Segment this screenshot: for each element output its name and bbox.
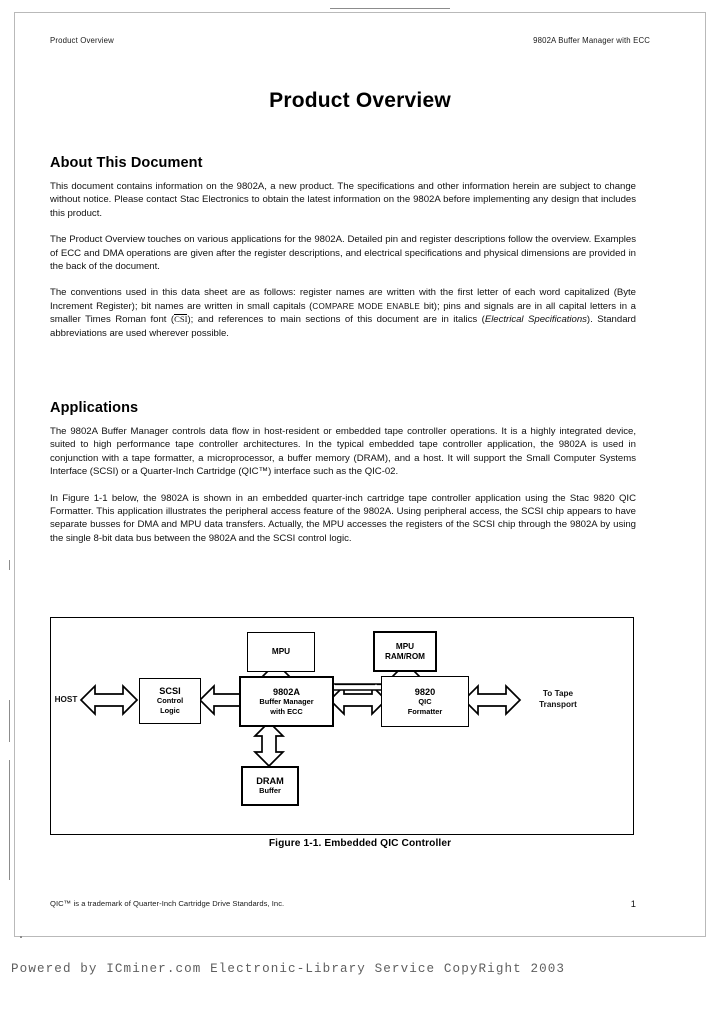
scan-artifact-top [330,8,450,9]
figure-caption: Figure 1-1. Embedded QIC Controller [268,838,452,849]
block-dram-label-2: Buffer [259,786,281,795]
block-9802a-label-2: Buffer Manager [259,696,314,706]
diagram-label-host: HOST [54,695,78,704]
block-mpu-ram-rom [373,631,437,672]
section-applications [50,400,636,545]
conventions-part-2: bit); pins and signals are in all capital letters in a smaller Times Roman font ( [50,300,637,326]
section-heading-about: About This Document [50,155,203,171]
block-9802a-buffer-manager [239,676,334,727]
conventions-part-3: ); and references to main sections of this document are in italics ( [187,314,485,326]
scan-artifact-left [9,760,10,880]
block-mpu-ram-rom-label-1: MPU [395,641,415,651]
watermark-text: Powered by ICminer.com Electronic-Library Service CopyRight 2003 [11,962,566,976]
block-9802a-label-3: with ECC [270,706,303,716]
scan-artifact-left [9,560,10,570]
paragraph-about-2: The Product Overview touches on various applications for the 9802A. Detailed pin and register descriptions follow the overview. Examples of ECC and DMA operations are given after the register descriptions, and electrical specifications and physical dimensions are provided in the back of the document. [50,234,636,273]
scan-artifact-left [9,700,10,742]
block-9820-qic-formatter [381,676,469,727]
page-number: 1 [630,898,636,909]
block-scsi-control-logic [139,678,201,724]
paragraph-applications-1: The 9802A Buffer Manager controls data flow in host-resident or embedded tape controller operations. It is a highly integrated device, suited to high performance tape controller architectures. In the typical embedded tape controller application, the 9802A is used in conjunction with a tape formatter, a microprocessor, a buffer memory (DRAM), and a host. It will support the Small Computer Systems Interface (SCSI) or a Quarter-Inch Cartridge (QIC™) interface such as the QIC-02. [50,426,636,478]
conventions-part-4: ). Standard abbreviations are used wherever possible. [50,314,636,339]
footnote-trademark: QIC™ is a trademark of Quarter-Inch Cartridge Drive Standards, Inc. [50,899,285,908]
overlined-signal-name: CSI [174,314,188,325]
running-head [50,36,650,45]
block-mpu-label: MPU [271,647,291,656]
block-scsi-label-1: SCSI [159,686,181,696]
block-9820-label-3: Formatter [407,706,443,716]
paragraph-about-1: This document contains information on the 9802A, a new product. The specifications and other information herein are subject to change without notice. Please contact Stac Electronics to obtain the latest information on the 9802A before implementing any design that includes this product. [50,181,636,219]
scan-artifact-bottom [20,936,22,938]
block-dram-label-1: DRAM [256,776,284,786]
figure-diagram [51,618,633,834]
block-dram-buffer [241,766,299,806]
running-head-left: Product Overview [50,36,114,45]
block-scsi-label-2: Control [156,696,184,705]
section-heading-applications: Applications [50,400,139,416]
running-head-right: 9802A Buffer Manager with ECC [533,36,650,45]
diagram-label-tape-transport-text: To Tape Transport [539,689,577,709]
block-scsi-label-3: Logic [160,706,180,715]
block-9802a-label-1: 9802A [272,686,301,697]
block-9820-label-2: QIC [418,696,432,706]
page-title: Product Overview [269,89,451,112]
paragraph-applications-2: In Figure 1-1 below, the 9802A is shown in an embedded quarter-inch cartridge tape controller application using the Stac 9820 QIC Formatter. This application illustrates the peripheral access feature of the 9802A. Using peripheral access, the SCSI chip appears to have separate busses for DMA and MPU data transfers. Actually, the MPU accesses the registers of the SCSI chip through the 9802A by using the single 8-bit data bus between the 9802A and the SCSI control logic. [50,492,636,544]
diagram-label-tape-transport [521,689,595,710]
section-about-this-document [50,155,636,340]
conventions-part-1: The conventions used in this data sheet are as follows: register names are written with the first letter of each word capitalized (Byte Increment Register); bit names are written in small capitals ( [50,287,636,312]
block-mpu [247,632,315,672]
figure-1-1 [50,617,634,835]
block-9820-label-1: 9820 [414,686,436,697]
paragraph-conventions [50,286,636,340]
diagram-connectors [51,618,632,833]
conventions-small-caps: COMPARE MODE ENABLE [312,301,421,311]
conventions-italic-reference: Electrical Specifications [484,314,587,326]
block-mpu-ram-rom-label-2: RAM/ROM [384,651,426,661]
